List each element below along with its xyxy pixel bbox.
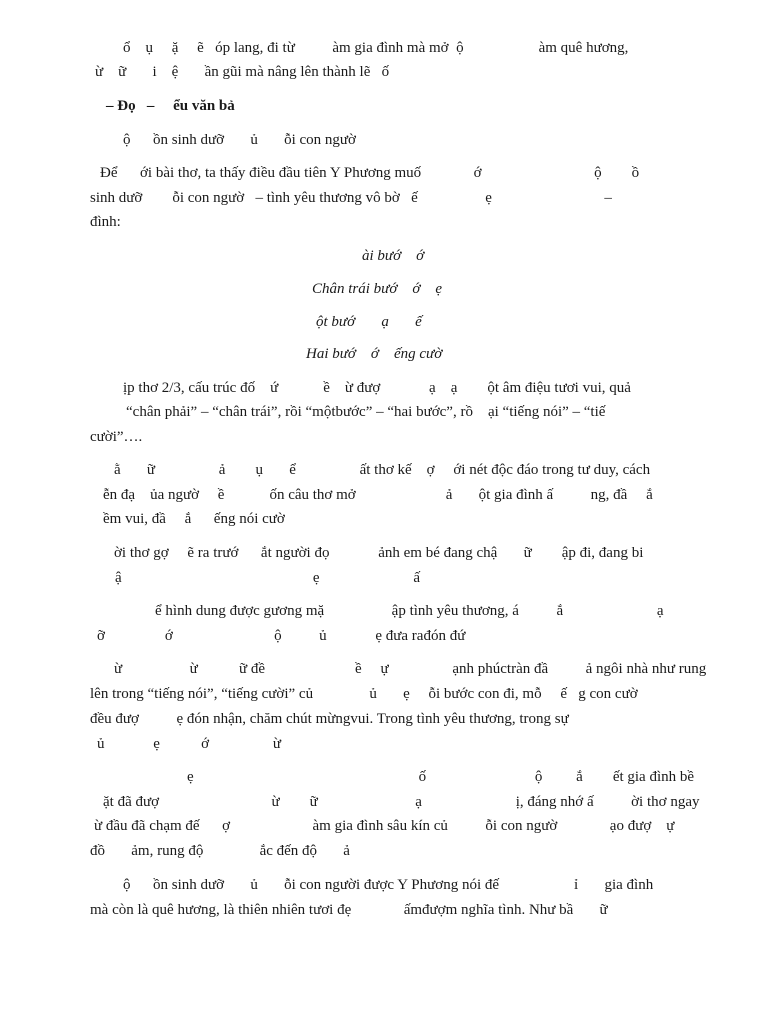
text-line: ừ đầu đã chạm đế ợ àm gia đình sâu kín củ ỗi con ngườ ạo đượ ự [94,818,675,834]
text-line: Để ới bài thơ, ta thấy điều đầu tiên Y Phương muố ớ ộ ồ [100,165,640,181]
text-line: “chân phải” – “chân trái”, rồi “mộtbước” – “hai bước”, rồ ại “tiếng nói” – “tiế [126,404,606,420]
text-line: ừ ữ i ệ ần gũi mà nâng lên thành lẽ ố [95,64,390,80]
text-line: ềm vui, đầ ắ ếng nói cườ [103,511,285,527]
text-line: ằ ữ ả ụ ể ất thơ kế ợ ới nét độc đáo trong tư duy, cách [114,462,651,478]
text-line: đồ ảm, rung độ ắc đến độ ả [90,843,350,859]
text-line: ổ ụ ặ ẽ óp lang, đi từ àm gia đình mà mở ộ àm quê hương, [123,40,629,56]
text-line: ể hình dung được gương mặ ập tình yêu thương, á ắ ạ [155,603,664,619]
text-line: ời thơ gợ ẽ ra trướ ắt người đọ ảnh em bé đang chậ ữ ập đi, đang bi [114,545,644,561]
poem-line: Chân trái bướ ớ ẹ [312,281,443,297]
text-line: cười”…. [90,429,143,445]
text-line: sinh dưỡ ỗi con ngườ – tình yêu thương vô bờ ế ẹ – [90,190,612,206]
text-line: đều đượ ẹ đón nhận, chăm chút mừngvui. Trong tình yêu thương, trong sự [90,711,569,727]
text-line: ừ ừ ữ đề ề ự ạnh phúctràn đầ ả ngôi nhà như rung [114,661,707,677]
text-line: ễn đạ ủa ngườ ề ốn câu thơ mở ả ột gia đình ấ ng, đầ ắ [103,487,653,503]
text-line: ộ ồn sinh dưỡ ủ ỗi con người được Y Phương nói đế ỉ gia đình [123,877,654,893]
text-line: ặt đã đượ ừ ữ ạ ị, đáng nhớ ấ ời thơ ngay [103,794,700,810]
text-line: ịp thơ 2/3, cấu trúc đố ứ ề ừ đượ ạ ạ ột âm điệu tươi vui, quả [123,380,631,396]
text-line: ậ ẹ ấ [115,570,420,586]
poem-line: ài bướ ớ [362,248,425,264]
text-line: mà còn là quê hương, là thiên nhiên tươi đẹ ấmđượm nghĩa tình. Như bầ ữ [90,902,608,918]
text-line: lên trong “tiếng nói”, “tiếng cười” củ ủ ẹ ỗi bước con đi, mỗ ế g con cườ [90,686,638,702]
subheading-line: ộ ồn sinh dưỡ ủ ỗi con ngườ [123,132,356,148]
text-line: ủ ẹ ớ ừ [97,736,281,752]
section-heading: – Đọ – ểu văn bả [106,98,235,114]
text-line: ỡ ớ ộ ủ ẹ đưa rađón đứ [97,628,466,644]
poem-line: Hai bướ ớ ếng cườ [306,346,443,362]
poem-line: ột bướ ạ ế [316,314,422,330]
text-line: đình: [90,214,121,230]
text-line: ẹ ố ộ ắ ết gia đình bề [187,769,695,785]
